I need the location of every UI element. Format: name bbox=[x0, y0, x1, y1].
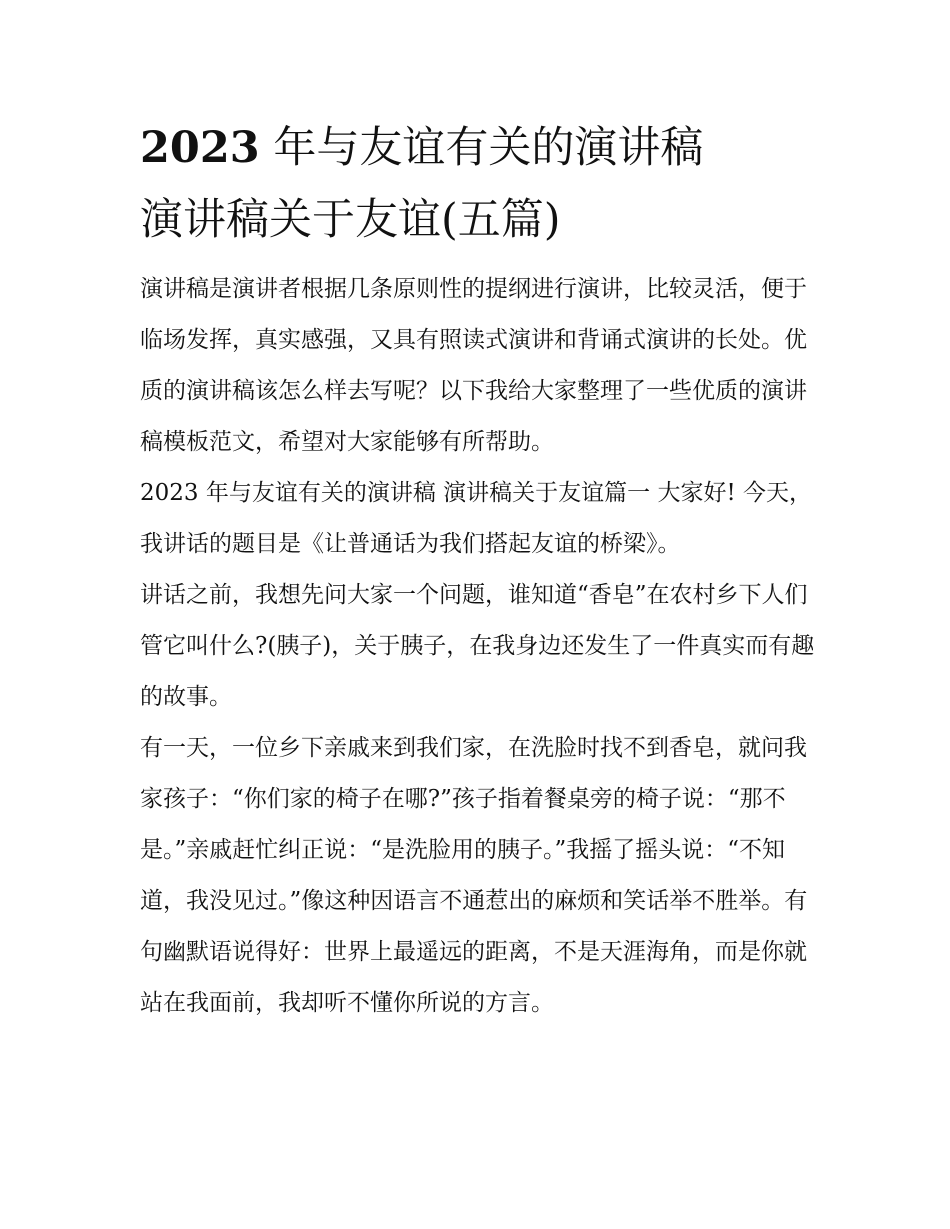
document-body bbox=[140, 112, 820, 1029]
title-line2-text: 演讲稿关于友谊(五篇) bbox=[140, 195, 561, 245]
story-paragraph: 有一天，一位乡下亲戚来到我们家，在洗脸时找不到香皂，就问我家孩子：“你们家的椅子在哪?”孩子指着餐桌旁的椅子说：“那不是。”亲戚赶忙纠正说：“是洗脸用的胰子。”我摇了摇头说：“不知道，我没见过。”像这种因语言不通惹出的麻烦和笑话举不胜举。有句幽默语说得好：世界上最遥远的距离，不是天涯海角，而是你就站在我面前，我却听不懂你所说的方言。 bbox=[140, 735, 808, 1016]
title-line1-text: 年与友谊有关的演讲稿 bbox=[259, 123, 704, 173]
intro-paragraph: 演讲稿是演讲者根据几条原则性的提纲进行演讲，比较灵活，便于临场发挥，真实感强，又具有照读式演讲和背诵式演讲的长处。优质的演讲稿该怎么样去写呢？以下我给大家整理了一些优质的演讲稿模板范文，希望对大家能够有所帮助。 bbox=[140, 276, 807, 455]
speech-opening-paragraph: 2023 年与友谊有关的演讲稿 演讲稿关于友谊篇一 大家好! 今天，我讲话的题目是《让普通话为我们搭起友谊的桥梁》。 bbox=[140, 480, 813, 557]
document-title bbox=[140, 112, 820, 256]
question-paragraph: 讲话之前，我想先问大家一个问题，谁知道“香皂”在农村乡下人们管它叫什么?(胰子)，关于胰子，在我身边还发生了一件真实而有趣的故事。 bbox=[140, 582, 815, 710]
title-year: 2023 bbox=[140, 123, 260, 173]
